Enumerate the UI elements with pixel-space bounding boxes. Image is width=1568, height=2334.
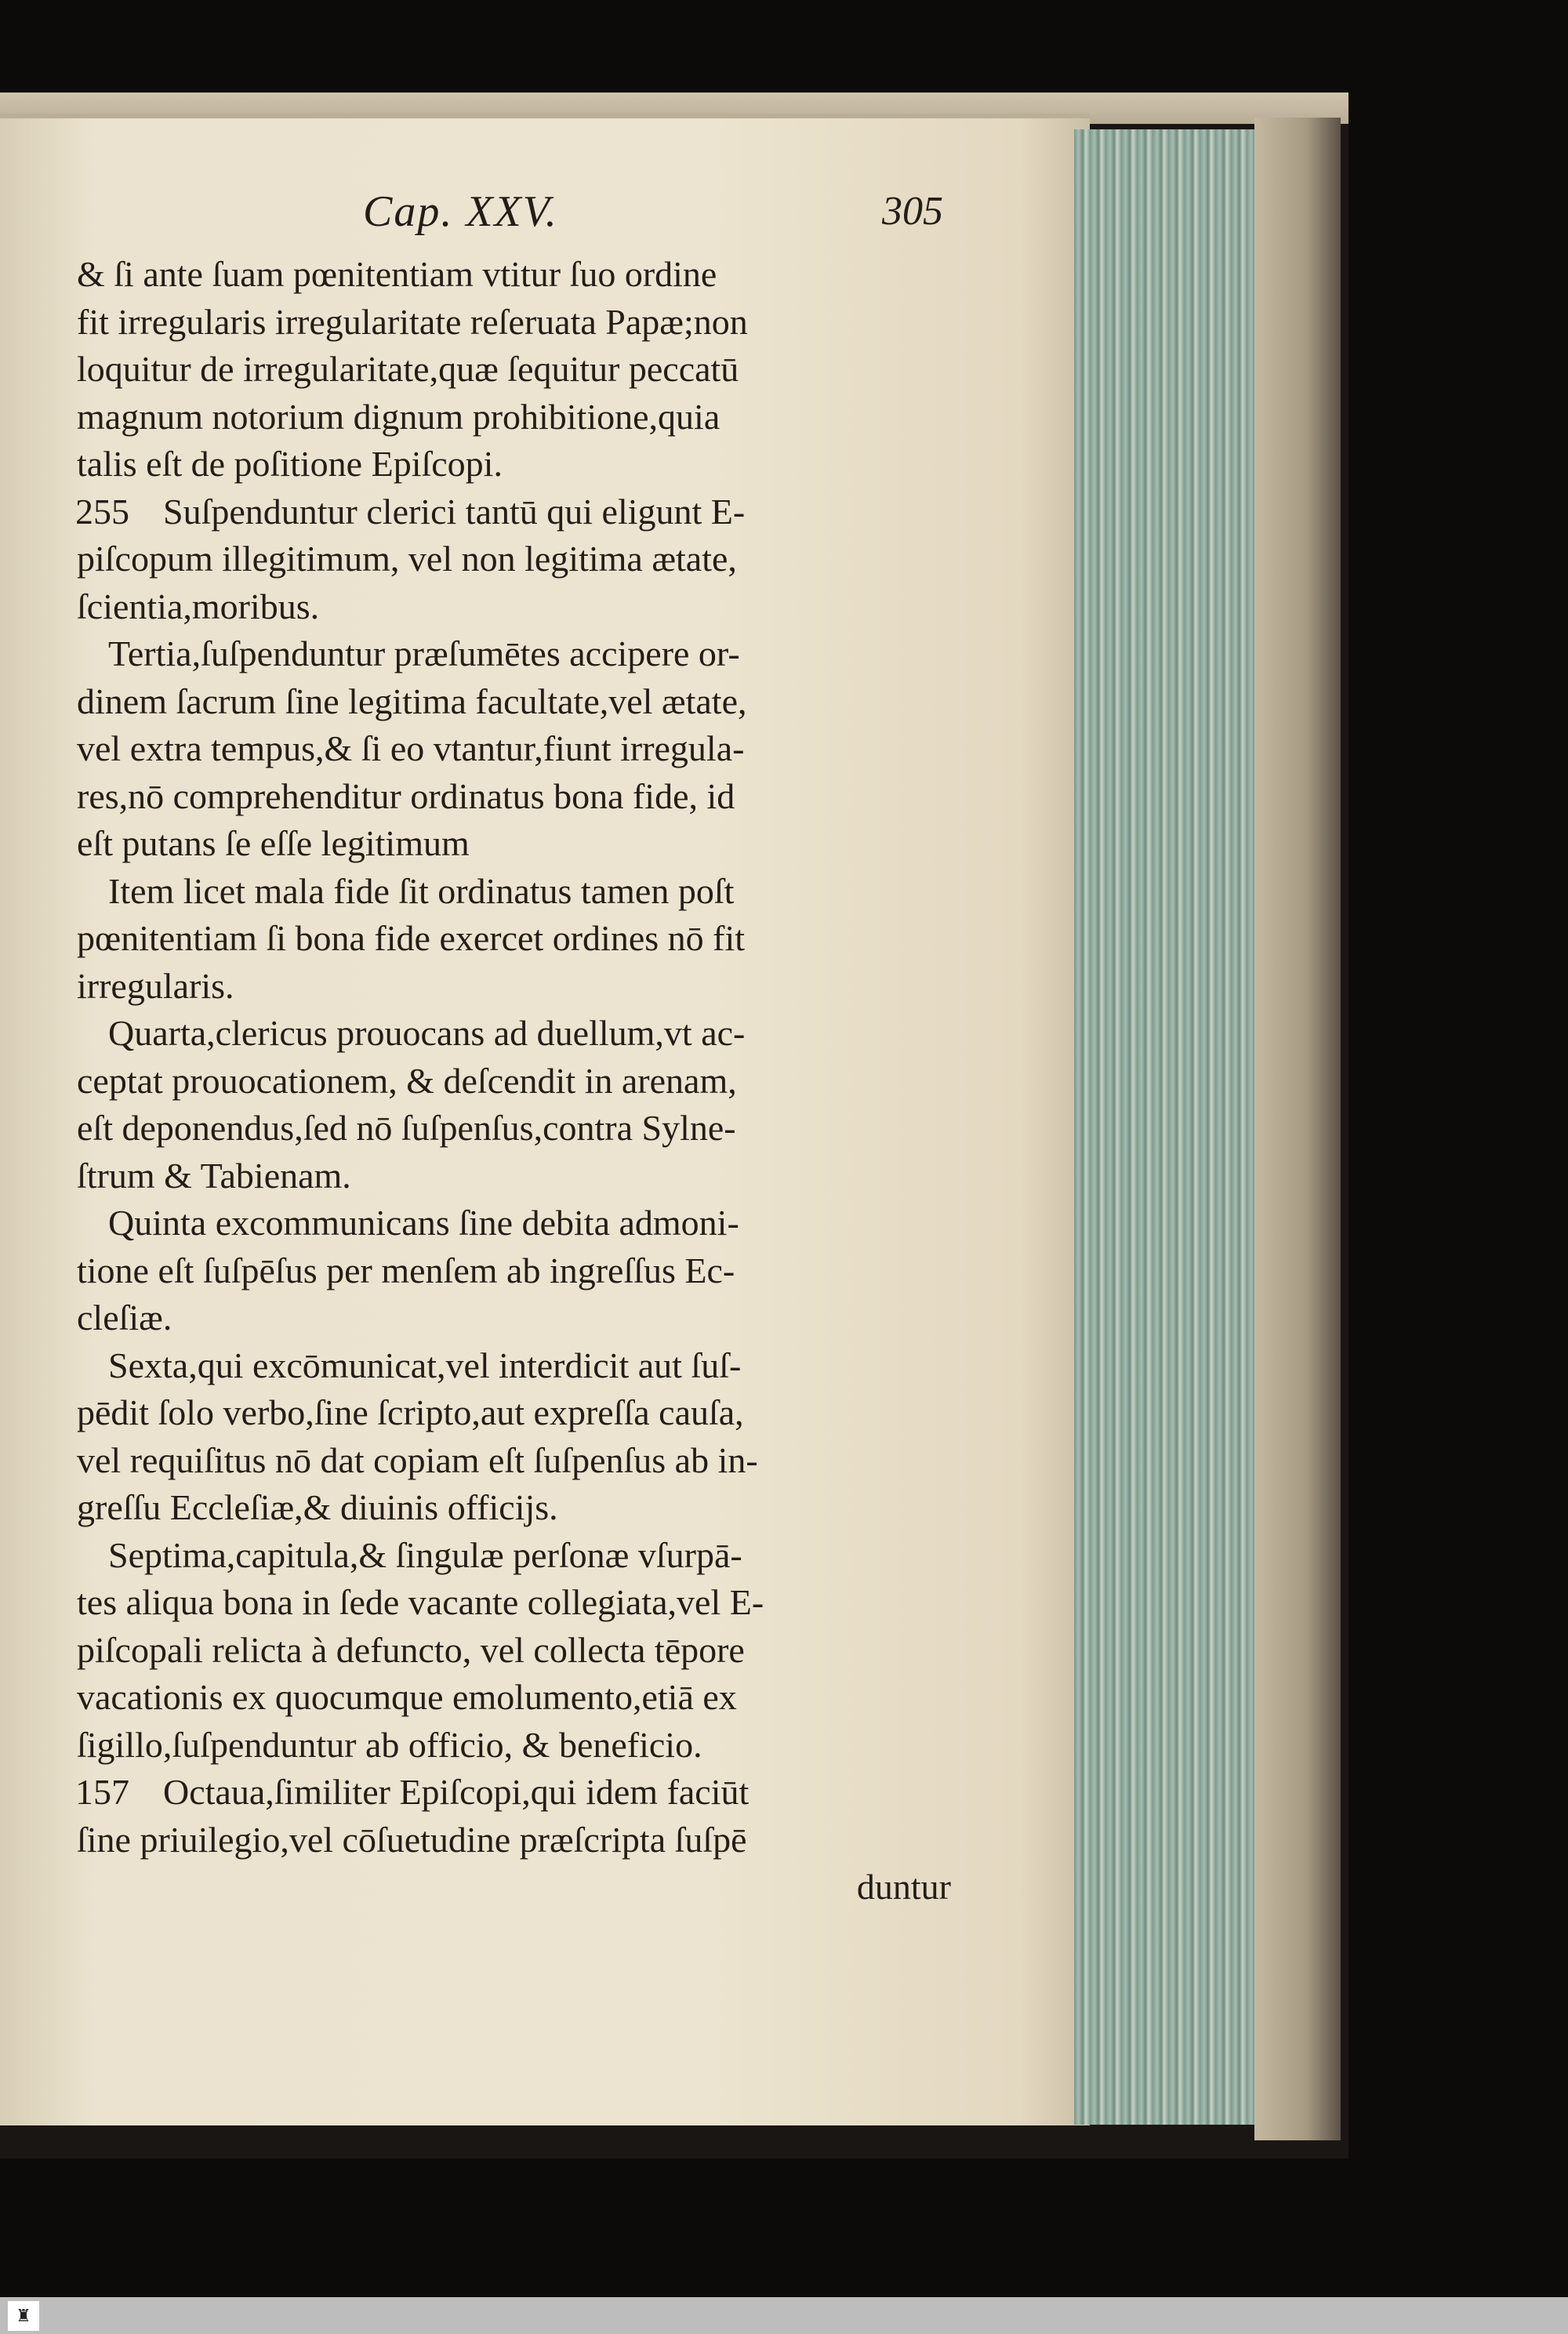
text-lines (77, 251, 967, 1864)
line-text: piſcopum illegitimum, vel non legitima ætate, (77, 539, 737, 579)
line-text: Quinta excommunicans ſine debita admoni- (108, 1203, 739, 1243)
text-line (77, 488, 967, 536)
line-text: vel requiſitus nō dat copiam eſt ſuſpenſus ab in- (77, 1439, 758, 1480)
text-line (77, 1247, 967, 1295)
line-text: Quarta,clericus prouocans ad duellum,vt ac- (108, 1013, 746, 1053)
margin-number: 157 (75, 1772, 129, 1812)
viewer-footer-bar (0, 2297, 1568, 2334)
text-line (77, 1010, 967, 1058)
text-line (77, 1200, 967, 1247)
line-text: magnum notorium dignum prohibitione,quia (77, 396, 720, 437)
line-text: ceptat prouocationem, & deſcendit in arenam, (77, 1060, 737, 1101)
text-line (77, 1674, 967, 1722)
line-text: dinem ſacrum ſine legitima facultate,vel ætate, (77, 681, 747, 721)
text-line (77, 1769, 967, 1817)
line-text: res,nō comprehenditur ordinatus bona fide, id (77, 775, 735, 816)
running-head (77, 188, 967, 251)
text-line (77, 1389, 967, 1437)
text-line (77, 251, 967, 299)
text-line (77, 1722, 967, 1770)
line-text: irregularis. (77, 965, 234, 1006)
text-line (77, 1058, 967, 1105)
text-line (77, 820, 967, 868)
line-text: eſt putans ſe eſſe legitimum (77, 823, 470, 863)
line-text: Sexta,qui excōmunicat,vel interdicit aut ſuſ- (108, 1345, 742, 1385)
line-text: piſcopali relicta à defuncto, vel collecta tēpore (77, 1629, 745, 1670)
line-text: vel extra tempus,& ſi eo vtantur,fiunt irregula- (77, 728, 745, 768)
text-line (77, 299, 967, 347)
page-number: 305 (882, 189, 943, 234)
line-text: Septima,capitula,& ſingulæ perſonæ vſurpā- (108, 1534, 742, 1575)
text-line (77, 1627, 967, 1675)
text-line (77, 963, 967, 1011)
line-text: cleſiæ. (77, 1298, 172, 1338)
line-text: ſtrum & Tabienam. (77, 1155, 351, 1196)
line-text: Tertia,ſuſpenduntur præſumētes accipere or- (108, 633, 740, 673)
line-text: ſcientia,moribus. (77, 586, 320, 626)
text-line (77, 1152, 967, 1200)
chapter-heading: Cap. XXV. (363, 187, 558, 236)
text-line (77, 535, 967, 583)
margin-number: 255 (75, 491, 129, 532)
text-line (77, 630, 967, 678)
text-line (77, 1484, 967, 1532)
line-text: pēdit ſolo verbo,ſine ſcripto,aut expreſſa cauſa, (77, 1392, 744, 1432)
line-text: talis eſt de poſitione Epiſcopi. (77, 444, 503, 484)
line-text: vacationis ex quocumque emolumento,etiā ex (77, 1677, 737, 1717)
line-text: tes aliqua bona in ſede vacante collegiata,vel E- (77, 1582, 764, 1622)
line-text: pœnitentiam ſi bona fide exercet ordines nō fit (77, 918, 746, 958)
text-line (77, 725, 967, 773)
page-fore-edge (1074, 129, 1254, 2125)
line-text: Suſpenduntur clerici tantū qui eligunt E- (163, 491, 746, 532)
book-cover-edge (1254, 118, 1341, 2140)
line-text: tione eſt ſuſpēſus per menſem ab ingreſſus Ec- (77, 1250, 735, 1290)
text-line (77, 1579, 967, 1627)
text-line (77, 1105, 967, 1152)
text-line (77, 394, 967, 441)
line-text: Item licet mala fide ſit ordinatus tamen poſt (108, 870, 735, 911)
text-line (77, 678, 967, 726)
text-line (77, 1437, 967, 1485)
text-line (77, 1294, 967, 1342)
line-text: fit irregularis irregularitate reſeruata Papæ;non (77, 301, 748, 342)
text-line (77, 1817, 967, 1864)
library-logo-icon: ♜ (8, 2301, 39, 2331)
text-line (77, 773, 967, 821)
text-line (77, 441, 967, 488)
line-text: loquitur de irregularitate,quæ ſequitur peccatū (77, 349, 739, 389)
text-line (77, 346, 967, 394)
text-line (77, 583, 967, 631)
line-text: & ſi ante ſuam pœnitentiam vtitur ſuo ordine (77, 254, 717, 294)
text-line (77, 1532, 967, 1580)
text-line (77, 1342, 967, 1390)
line-text: greſſu Eccleſiæ,& diuinis officijs. (77, 1487, 558, 1527)
text-line (77, 868, 967, 916)
line-text: ſigillo,ſuſpenduntur ab officio, & beneficio. (77, 1724, 702, 1765)
line-text: Octaua,ſimiliter Epiſcopi,qui idem faciūt (163, 1772, 750, 1812)
line-text: ſine priuilegio,vel cōſuetudine præſcripta ſuſpē (77, 1819, 747, 1860)
line-text: eſt deponendus,ſed nō ſuſpenſus,contra Sylne- (77, 1108, 736, 1148)
page-text-block (77, 188, 967, 1911)
text-line (77, 915, 967, 963)
catchword: duntur (856, 1867, 951, 1907)
